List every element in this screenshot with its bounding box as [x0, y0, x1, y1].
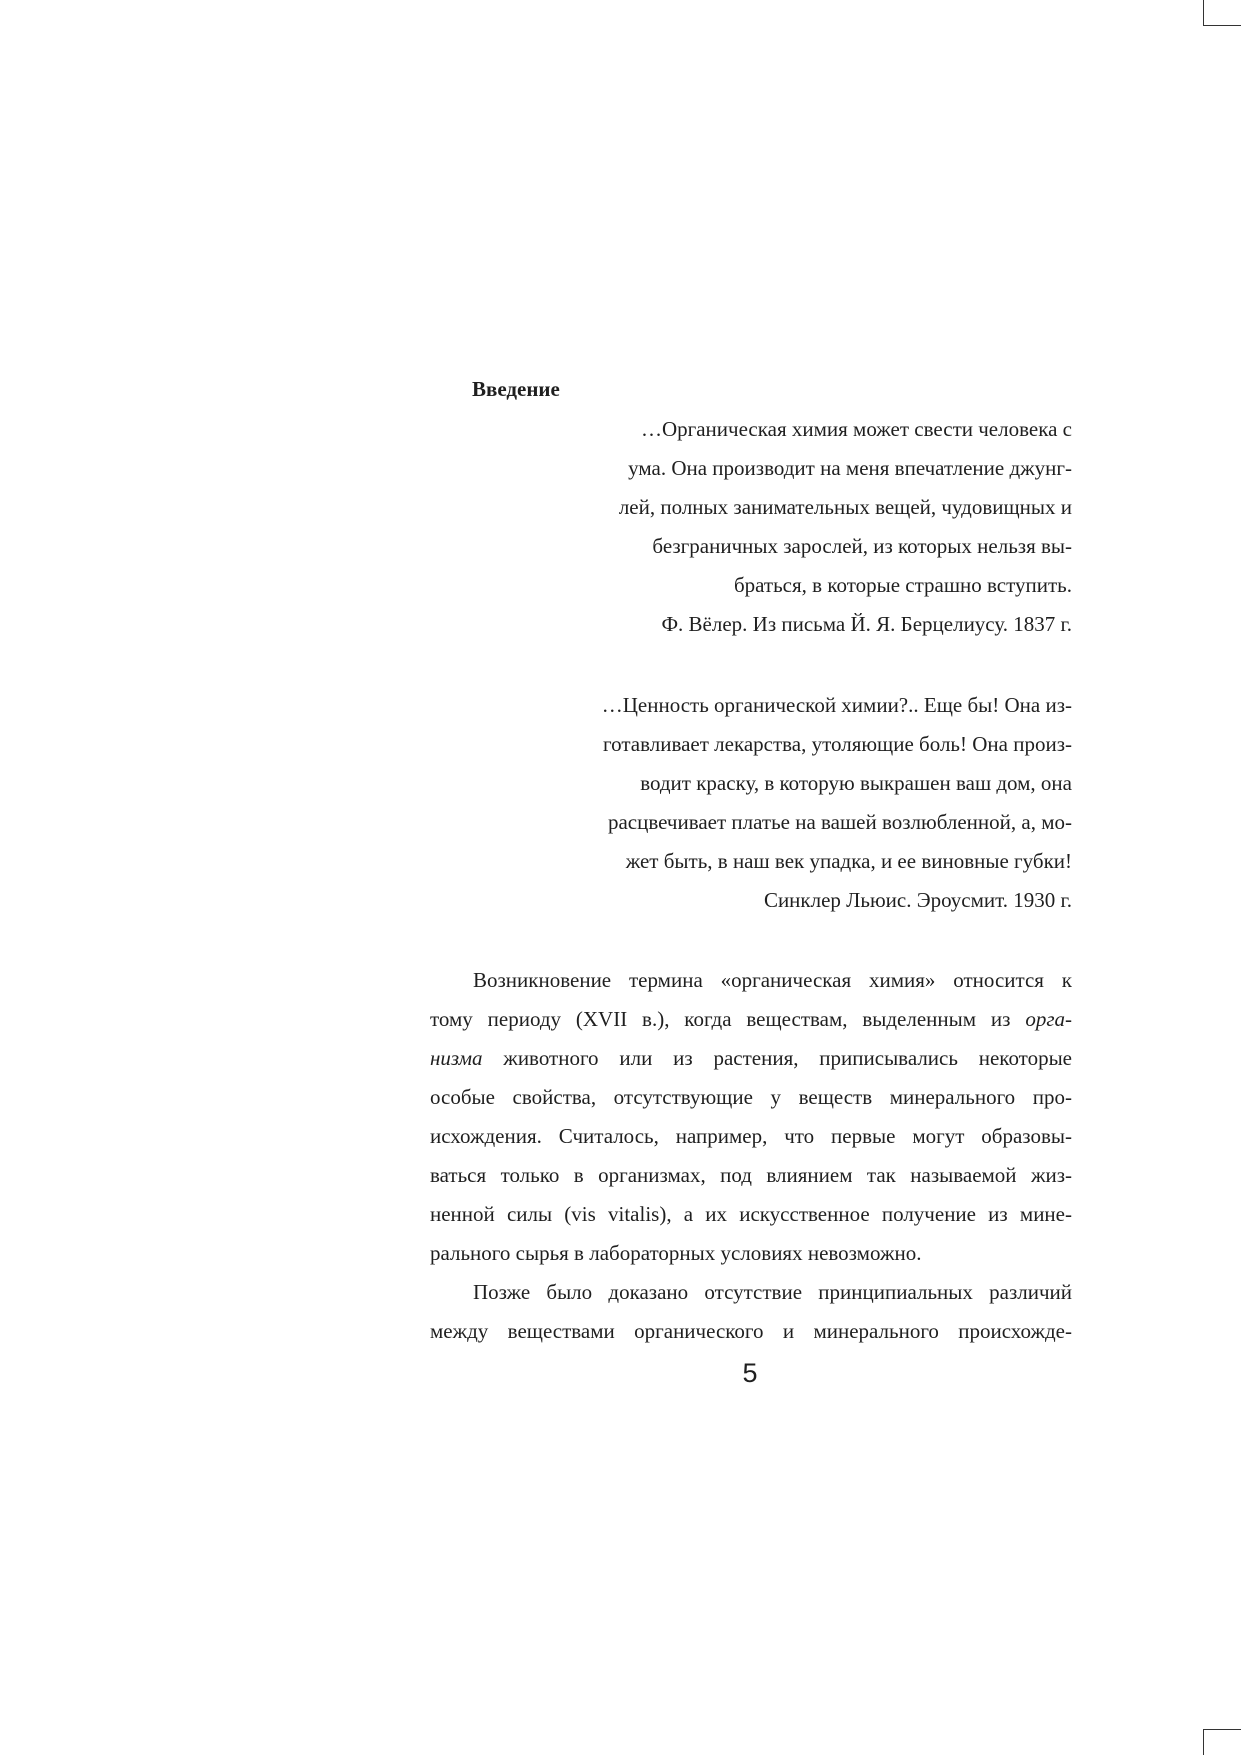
epigraph-attribution: Ф. Вёлер. Из письма Й. Я. Берцелиусу. 1837 г. — [661, 612, 1072, 636]
epigraph-line: лей, полных занимательных вещей, чудовищных и — [618, 495, 1072, 519]
paragraph-line: Возникновение термина «органическая химия» относится к — [473, 968, 1072, 992]
page-number: 5 — [742, 1358, 758, 1388]
paragraph-line: Позже было доказано отсутствие принципиальных различий — [473, 1280, 1072, 1304]
epigraph-line: жет быть, в наш век упадка, и ее виновные губки! — [625, 849, 1072, 873]
text-run: тому периоду (XVII в.), когда веществам, выделенным из — [430, 1007, 1026, 1031]
crop-mark-top-horizontal — [1203, 25, 1241, 26]
text-run: животного или из растения, приписывались некоторые — [482, 1046, 1072, 1070]
paragraph-line — [430, 1039, 1072, 1078]
epigraph-line: …Ценность органической химии?.. Еще бы! Она из- — [601, 693, 1072, 717]
paragraph-line: между веществами органического и минерального происхожде- — [430, 1319, 1072, 1343]
epigraph-line: безграничных зарослей, из которых нельзя вы- — [652, 534, 1072, 558]
epigraph-line: готавливает лекарства, утоляющие боль! Она произ- — [603, 732, 1072, 756]
crop-mark-top-vertical — [1203, 0, 1204, 25]
paragraph-line: особые свойства, отсутствующие у веществ минерального про- — [430, 1085, 1072, 1109]
section-title: Введение — [472, 377, 560, 401]
epigraph-line: расцвечивает платье на вашей возлюбленной, а, мо- — [607, 810, 1072, 834]
paragraph-line: исхождения. Считалось, например, что первые могут образовы- — [430, 1124, 1072, 1148]
epigraph-line: ума. Она производит на меня впечатление джунг- — [628, 456, 1072, 480]
italic-term: орга- — [1025, 1007, 1072, 1031]
paragraph-line — [430, 1000, 1072, 1039]
italic-term: низма — [430, 1046, 483, 1070]
epigraph-lewis — [552, 686, 1072, 920]
paragraph-line: рального сырья в лабораторных условиях невозможно. — [430, 1241, 922, 1265]
epigraph-line: водит краску, в которую выкрашен ваш дом, она — [640, 771, 1072, 795]
crop-mark-bottom-vertical — [1203, 1729, 1204, 1755]
paragraph-line: ненной силы (vis vitalis), а их искусственное получение из мине- — [430, 1202, 1072, 1226]
crop-mark-bottom-horizontal — [1203, 1729, 1241, 1730]
body-text — [430, 961, 1072, 1351]
epigraph-line: браться, в которые страшно вступить. — [733, 573, 1072, 597]
epigraph-line: …Органическая химия может свести человека с — [640, 417, 1072, 441]
epigraph-wohler — [560, 410, 1072, 644]
epigraph-attribution: Синклер Льюис. Эроусмит. 1930 г. — [763, 888, 1072, 912]
paragraph-line: ваться только в организмах, под влиянием так называемой жиз- — [430, 1163, 1072, 1187]
